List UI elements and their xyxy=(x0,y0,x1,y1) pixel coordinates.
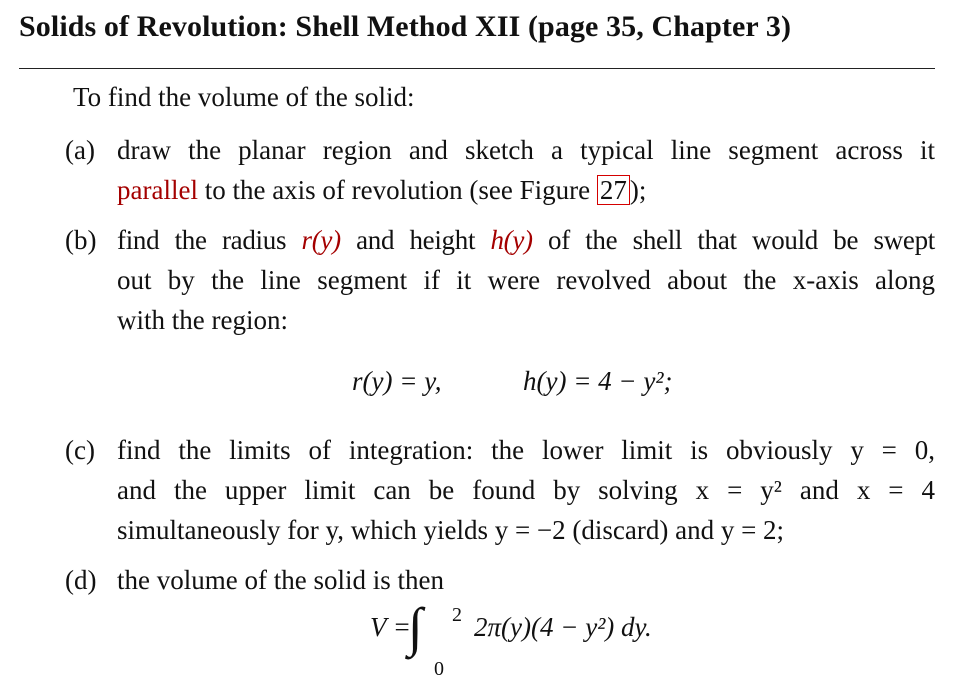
volume-integral xyxy=(370,597,652,680)
height-equation xyxy=(523,366,672,397)
item-a-line1: draw the planar region and sketch a typical line segment across it xyxy=(117,135,935,165)
item-d-line1: the volume of the solid is then xyxy=(117,565,444,595)
integral-sign: ∫ xyxy=(408,597,423,657)
item-label-b: (b) xyxy=(65,225,97,255)
title-rule xyxy=(19,68,935,69)
item-a-line2-end: ); xyxy=(629,175,647,205)
item-label-c: (c) xyxy=(65,435,95,465)
upper-limit: 2 xyxy=(452,604,462,626)
lower-limit: 0 xyxy=(434,658,444,680)
radius-equation-text: r(y) = y, xyxy=(352,366,442,396)
integrand: 2π(y)(4 − y²) dy. xyxy=(474,612,652,642)
figure-link[interactable]: 27 xyxy=(597,175,630,205)
height-equation-text: h(y) = 4 − y²; xyxy=(523,366,673,396)
item-label-a: (a) xyxy=(65,135,95,165)
item-b-line3: with the region: xyxy=(117,305,288,335)
item-b-text2: and height xyxy=(340,225,491,255)
height-term: h(y) xyxy=(490,225,533,255)
intro-text: To find the volume of the solid: xyxy=(73,82,415,112)
item-b-line2: out by the line segment if it were revolved about the x-axis along xyxy=(117,265,935,295)
item-a-line2 xyxy=(117,170,935,210)
volume-lhs: V = xyxy=(370,612,411,642)
radius-term: r(y) xyxy=(301,225,341,255)
item-b-text1: find the radius xyxy=(117,225,302,255)
item-b-text3: of the shell that would be swept xyxy=(532,225,935,255)
list-item-b xyxy=(65,220,935,340)
page-title: Solids of Revolution: Shell Method XII (page 35, Chapter 3) xyxy=(19,10,792,43)
parallel-emphasis: parallel xyxy=(117,175,198,205)
item-c-line2: and the upper limit can be found by solving x = y² and x = 4 xyxy=(117,475,935,505)
item-c-line1: find the limits of integration: the lower limit is obviously y = 0, xyxy=(117,435,935,465)
radius-equation xyxy=(352,366,441,397)
item-b-line1 xyxy=(117,220,935,260)
list-item-c xyxy=(65,430,935,550)
list-item-a xyxy=(65,130,935,210)
list-item-d xyxy=(65,560,935,600)
item-label-d: (d) xyxy=(65,565,97,595)
item-a-line2-rest: to the axis of revolution (see Figure xyxy=(197,175,597,205)
item-c-line3: simultaneously for y, which yields y = −2 (discard) and y = 2; xyxy=(117,515,785,545)
